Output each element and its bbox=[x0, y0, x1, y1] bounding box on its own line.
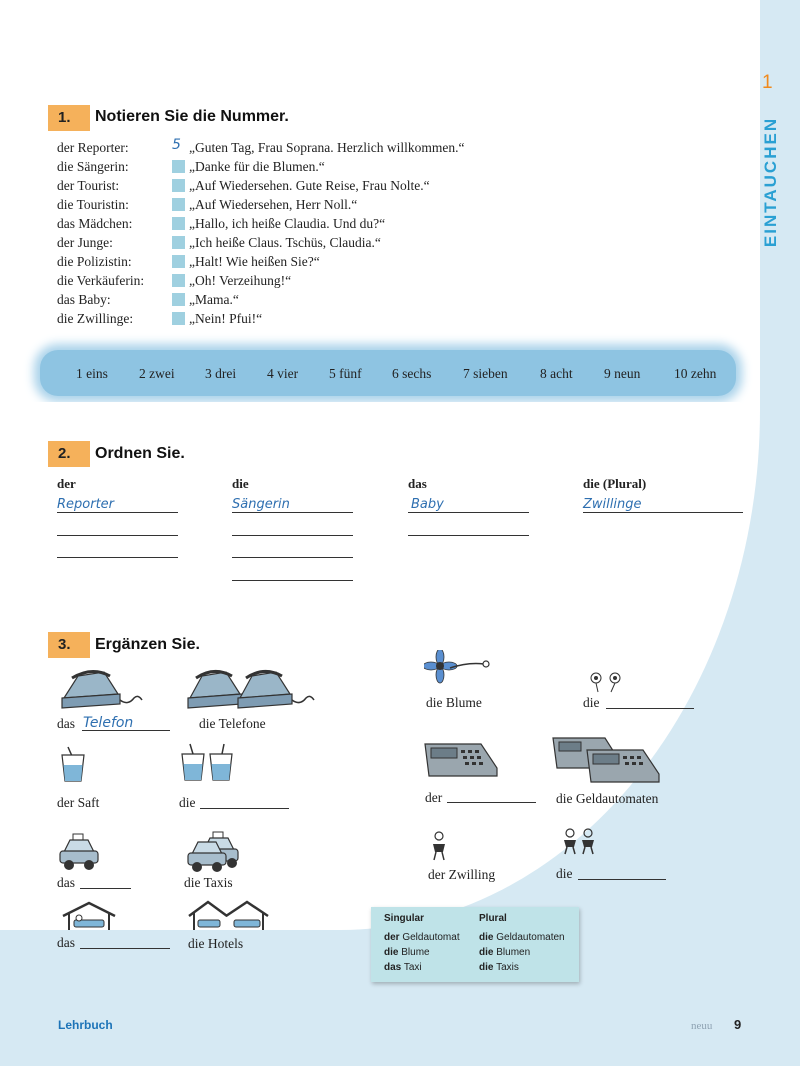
answer-line[interactable] bbox=[80, 888, 131, 889]
saft-plural-article: die bbox=[179, 795, 196, 810]
quote: „Hallo, ich heiße Claudia. Und du?“ bbox=[189, 216, 386, 231]
quote: „Halt! Wie heißen Sie?“ bbox=[189, 254, 320, 269]
speaker: die Sängerin: bbox=[57, 159, 129, 174]
atms-icon bbox=[551, 736, 663, 786]
quote: „Oh! Verzeihung!“ bbox=[189, 273, 292, 288]
number-word: 3 drei bbox=[205, 366, 237, 381]
noun: Geldautomat bbox=[402, 932, 460, 943]
answer-box[interactable] bbox=[172, 312, 185, 325]
answer-line[interactable] bbox=[606, 708, 694, 709]
quote: „Guten Tag, Frau Soprana. Herzlich willkommen.“ bbox=[189, 140, 465, 155]
plural-header: Plural bbox=[479, 913, 507, 924]
speaker: die Verkäuferin: bbox=[57, 273, 145, 288]
quote: „Nein! Pfui!“ bbox=[189, 311, 263, 326]
hotels-label: die Hotels bbox=[188, 936, 244, 951]
twins-icon bbox=[561, 827, 597, 855]
answer-box[interactable] bbox=[172, 293, 185, 306]
example-der: Reporter bbox=[57, 497, 115, 512]
example-das: Baby bbox=[411, 497, 444, 512]
noun: Taxi bbox=[403, 962, 422, 973]
table-row bbox=[479, 932, 565, 943]
exercise-1-title: Notieren Sie die Nummer. bbox=[95, 108, 289, 125]
answer-line[interactable] bbox=[80, 948, 170, 949]
column-header-der: der bbox=[57, 476, 76, 491]
number-word: 1 eins bbox=[76, 366, 108, 381]
footer-brand: neuu bbox=[691, 1020, 713, 1032]
answer-line[interactable] bbox=[57, 535, 178, 536]
answer-box[interactable] bbox=[172, 236, 185, 249]
article: die bbox=[479, 932, 494, 943]
flower-icon bbox=[424, 650, 494, 684]
number-word: 2 zwei bbox=[139, 366, 175, 381]
number-word: 4 vier bbox=[267, 366, 299, 381]
grammar-table bbox=[371, 907, 579, 982]
answer-line[interactable] bbox=[583, 512, 743, 513]
answer-line[interactable] bbox=[232, 512, 353, 513]
answer-box[interactable] bbox=[172, 179, 185, 192]
number-word: 6 sechs bbox=[392, 366, 432, 381]
taxis-label: die Taxis bbox=[184, 875, 233, 890]
taxi-icon bbox=[58, 832, 100, 872]
blume-label: die Blume bbox=[426, 695, 482, 710]
blume-plural-article: die bbox=[583, 695, 600, 710]
quote: „Auf Wiedersehen. Gute Reise, Frau Nolte.“ bbox=[189, 178, 430, 193]
answer-box[interactable] bbox=[172, 255, 185, 268]
quote: „Ich heiße Claus. Tschüs, Claudia.“ bbox=[189, 235, 381, 250]
taxi-article: das bbox=[57, 875, 75, 890]
zwilling-label: der Zwilling bbox=[428, 867, 496, 882]
table-row bbox=[384, 947, 430, 958]
answer-line[interactable] bbox=[447, 802, 536, 803]
answer-written: 5 bbox=[172, 137, 181, 153]
exercise-3-number: 3. bbox=[48, 632, 90, 658]
telephone-icon bbox=[58, 668, 144, 710]
example-plural: Zwillinge bbox=[583, 497, 642, 512]
speaker: die Zwillinge: bbox=[57, 311, 134, 326]
answer-box[interactable] bbox=[172, 217, 185, 230]
exercise-2-number: 2. bbox=[48, 441, 90, 467]
number-word: 7 sieben bbox=[463, 366, 508, 381]
hotels-icon bbox=[186, 898, 272, 934]
footer-label: Lehrbuch bbox=[58, 1018, 113, 1032]
twin-icon bbox=[428, 830, 450, 862]
answer-line[interactable] bbox=[82, 730, 170, 731]
telephones-icon bbox=[186, 668, 316, 712]
column-header-die: die bbox=[232, 476, 249, 491]
speaker: die Polizistin: bbox=[57, 254, 132, 269]
telefon-article: das bbox=[57, 716, 75, 731]
column-header-das: das bbox=[408, 476, 427, 491]
article: die bbox=[479, 947, 494, 958]
answer-line[interactable] bbox=[232, 535, 353, 536]
speaker: das Baby: bbox=[57, 292, 111, 307]
table-row bbox=[384, 932, 460, 943]
saft-label: der Saft bbox=[57, 795, 100, 810]
quote: „Danke für die Blumen.“ bbox=[189, 159, 325, 174]
article: die bbox=[479, 962, 494, 973]
flowers-icon bbox=[587, 670, 627, 694]
geld-article: der bbox=[425, 790, 443, 805]
telefone-label: die Telefone bbox=[199, 716, 266, 731]
noun: Geldautomaten bbox=[496, 932, 565, 943]
answer-line[interactable] bbox=[57, 557, 178, 558]
number-word: 10 zehn bbox=[674, 366, 717, 381]
chapter-number: 1 bbox=[762, 72, 773, 93]
number-word: 9 neun bbox=[604, 366, 641, 381]
article: der bbox=[384, 932, 400, 943]
hotel-icon bbox=[60, 900, 118, 932]
number-word: 8 acht bbox=[540, 366, 573, 381]
zwilling-plural-article: die bbox=[556, 866, 573, 881]
atm-icon bbox=[421, 740, 501, 780]
speaker: der Reporter: bbox=[57, 140, 129, 155]
juice-glasses-icon bbox=[180, 742, 240, 784]
chapter-title: EINTAUCHEN bbox=[761, 116, 780, 248]
speaker: der Tourist: bbox=[57, 178, 120, 193]
telefon-answer: Telefon bbox=[83, 715, 134, 731]
number-word: 5 fünf bbox=[329, 366, 362, 381]
answer-line[interactable] bbox=[408, 535, 529, 536]
geldautomaten-label: die Geldautomaten bbox=[556, 791, 659, 806]
juice-glass-icon bbox=[58, 745, 88, 785]
speaker: die Touristin: bbox=[57, 197, 129, 212]
exercise-2-title: Ordnen Sie. bbox=[95, 445, 185, 462]
exercise-3-title: Ergänzen Sie. bbox=[95, 636, 200, 653]
exercise-1-number: 1. bbox=[48, 105, 90, 131]
answer-line[interactable] bbox=[232, 557, 353, 558]
hotel-article: das bbox=[57, 935, 75, 950]
example-die: Sängerin bbox=[232, 497, 290, 512]
singular-header: Singular bbox=[384, 913, 425, 924]
taxis-icon bbox=[186, 830, 240, 872]
article: die bbox=[384, 947, 399, 958]
quote: „Mama.“ bbox=[189, 292, 239, 307]
answer-box[interactable] bbox=[172, 160, 185, 173]
table-row bbox=[479, 947, 530, 958]
article: das bbox=[384, 962, 402, 973]
noun: Blume bbox=[401, 947, 430, 958]
speaker: der Junge: bbox=[57, 235, 113, 250]
answer-line[interactable] bbox=[57, 512, 178, 513]
answer-line[interactable] bbox=[578, 879, 666, 880]
table-row bbox=[479, 962, 519, 973]
quote: „Auf Wiedersehen, Herr Noll.“ bbox=[189, 197, 358, 212]
column-header-plural: die (Plural) bbox=[583, 476, 647, 491]
answer-box[interactable] bbox=[172, 198, 185, 211]
table-row bbox=[384, 962, 422, 973]
noun: Taxis bbox=[496, 962, 519, 973]
answer-box[interactable] bbox=[172, 274, 185, 287]
answer-line[interactable] bbox=[408, 512, 529, 513]
speaker: das Mädchen: bbox=[57, 216, 133, 231]
noun: Blumen bbox=[496, 947, 531, 958]
answer-line[interactable] bbox=[232, 580, 353, 581]
answer-line[interactable] bbox=[200, 808, 289, 809]
page-number: 9 bbox=[734, 1017, 742, 1032]
